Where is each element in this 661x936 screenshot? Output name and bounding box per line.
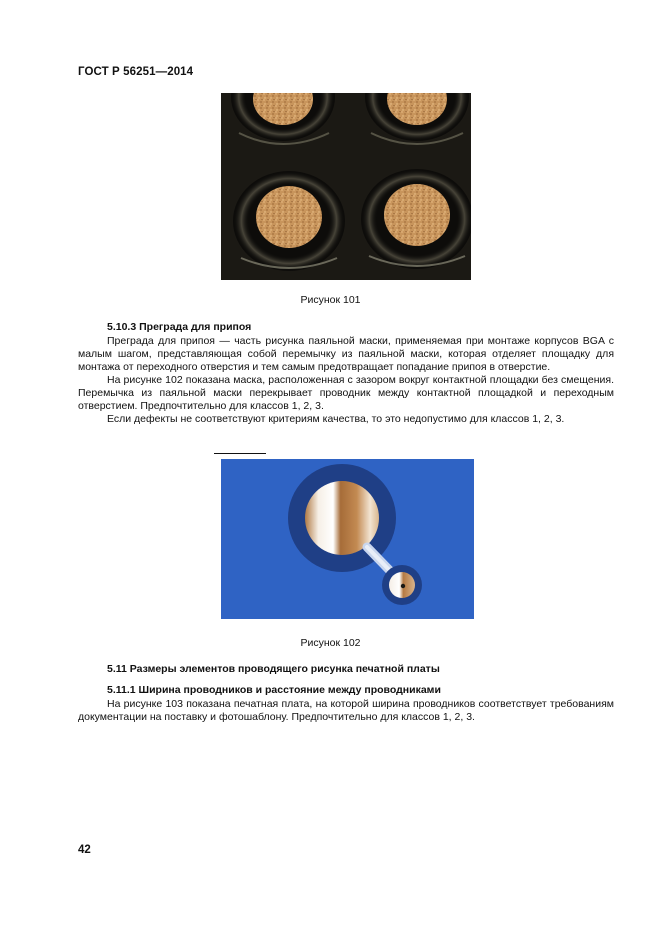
section-5-11-1-body xyxy=(78,698,614,724)
paragraph: На рисунке 103 показана печатная плата, на которой ширина проводников соответствует требованиям документации на поставку и фотошаблону. Предпочтительно для классов 1, 2, 3. xyxy=(78,698,614,723)
section-5-11-1-heading: 5.11.1 Ширина проводников и расстояние между проводниками xyxy=(107,684,441,696)
figure-102-caption: Рисунок 102 xyxy=(300,637,361,649)
figure-101-caption: Рисунок 101 xyxy=(300,294,361,306)
page-number: 42 xyxy=(78,844,91,856)
paragraph: Преграда для припоя — часть рисунка паяльной маски, применяемая при монтаже корпусов BGA с малым шагом, представляющая собой перемычку из паяльной маски, которая отделяет площадку для монтажа от переходного отверстия и тем самым предотвращает попадание припоя в отверстие. xyxy=(78,335,614,373)
section-5-11-heading: 5.11 Размеры элементов проводящего рисунка печатной платы xyxy=(107,663,440,675)
figure-102-image xyxy=(221,459,474,619)
section-5-10-3-heading: 5.10.3 Преграда для припоя xyxy=(107,321,252,333)
footnote-rule xyxy=(214,453,266,454)
figure-101-image xyxy=(221,93,471,280)
section-5-10-3-body xyxy=(78,335,614,426)
paragraph: На рисунке 102 показана маска, расположенная с зазором вокруг контактной площадки без смещения. Перемычка из паяльной маски перекрывает проводник между контактной площадкой и переходным отверстием. Предпочтительно для классов 1, 2, 3. xyxy=(78,374,614,412)
paragraph: Если дефекты не соответствуют критериям качества, то это недопустимо для классов 1, 2, 3. xyxy=(107,413,565,425)
document-header: ГОСТ Р 56251—2014 xyxy=(78,66,194,78)
